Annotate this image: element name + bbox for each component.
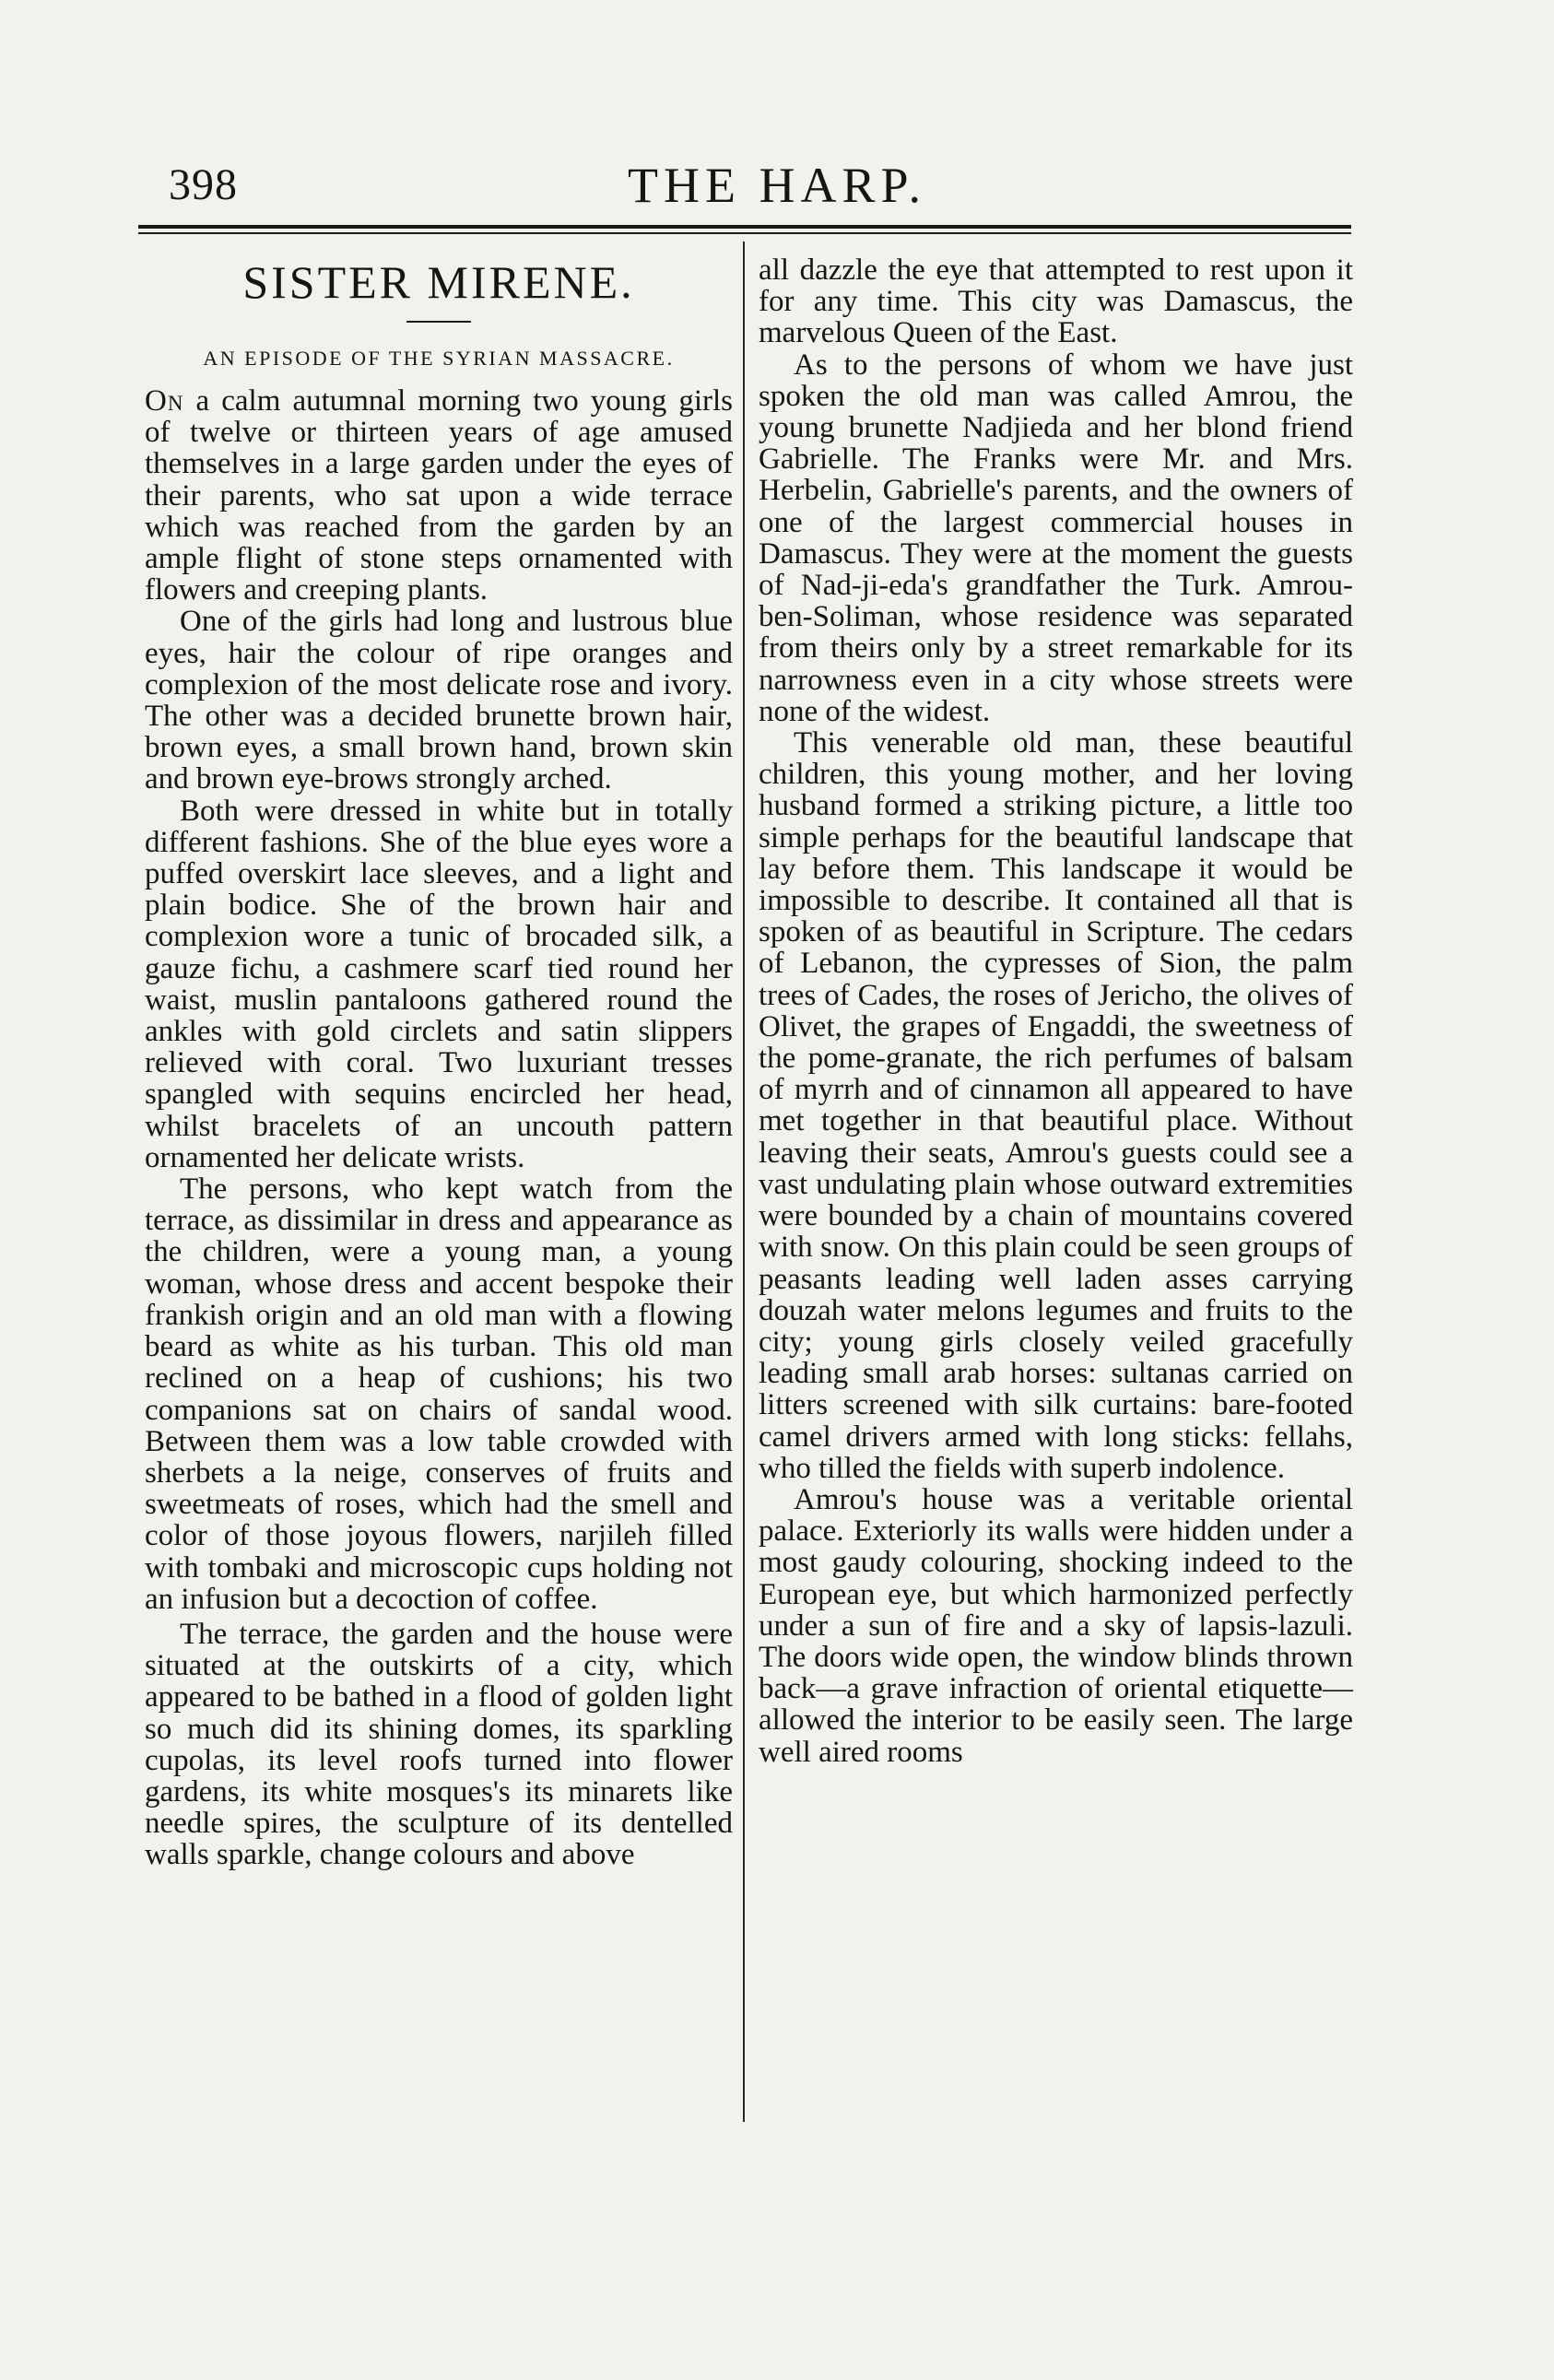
- page-number: 398: [169, 160, 238, 209]
- running-title: THE HARP.: [627, 158, 927, 213]
- paragraph-continuation: all dazzle the eye that attempted to rest upon it for any time. This city was Damascus, the marvelous Queen of the East.: [759, 253, 1353, 350]
- column-divider: [743, 242, 745, 2122]
- paragraph: [145, 385, 733, 606]
- header-rule-thick: [138, 225, 1351, 229]
- paragraph: Both were dressed in white but in totally different fashions. She of the blue eyes wore a puffed overskirt lace sleeves, and a light and plain bodice. She of the brown hair and complexion wore a tunic of brocaded silk, a gauze fichu, a cashmere scarf tied round her waist, muslin pantaloons gathered round the ankles with gold circlets and satin slippers relieved with coral. Two luxuriant tresses spangled with sequins encircled her head, whilst bracelets of an uncouth pattern ornamented her delicate wrists.: [145, 794, 733, 1174]
- paragraph: As to the persons of whom we have just spoken the old man was called Amrou, the young brunette Nadjieda and her blond friend Gabrielle. The Franks were Mr. and Mrs. Herbelin, Gabrielle's parents, and the owners of one of the largest commercial houses in Damascus. They were at the moment the guests of Nad-ji-eda's grandfather the Turk. Amrou-ben-Soliman, whose residence was separated from theirs only by a street remarkable for its narrowness even in a city whose streets were none of the widest.: [759, 348, 1353, 728]
- paragraph: One of the girls had long and lustrous blue eyes, hair the colour of ripe oranges and complexion of the most delicate rose and ivory. The other was a decided brunette brown hair, brown eyes, a small brown hand, brown skin and brown eye-brows strongly arched.: [145, 605, 733, 796]
- article-subtitle: AN EPISODE OF THE SYRIAN MASSACRE.: [203, 347, 675, 370]
- paragraph-text: a calm autumnal morning two young girls of twelve or thirteen years of age amused themselves in a large garden under the eyes of their parents, who sat upon a wide terrace which was reached from the garden by an ample flight of stone steps ornamented with flowers and creeping plants.: [145, 384, 734, 607]
- right-column: [759, 254, 1353, 1768]
- left-column: [145, 251, 733, 1871]
- paragraph: The terrace, the garden and the house were situated at the outskirts of a city, which appeared to be bathed in a flood of golden light so much did its shining domes, its sparkling cupolas, its level roofs turned into flower gardens, its white mosques's its minarets like needle spires, the sculpture of its dentelled walls sparkle, change colours and above: [145, 1617, 733, 1872]
- title-rule: [406, 321, 471, 323]
- paragraph: The persons, who kept watch from the terrace, as dissimilar in dress and appearance as the children, were a young man, a young woman, whose dress and accent bespoke their frankish origin and an old man with a flowing beard as white as his turban. This old man reclined on a heap of cushions; his two companions sat on chairs of sandal wood. Between them was a low table crowded with sherbets a la neige, conserves of fruits and sweetmeats of roses, which had the smell and color of those joyous flowers, narjileh filled with tombaki and microscopic cups holding not an infusion but a decoction of coffee.: [145, 1172, 733, 1616]
- article-title: SISTER MIRENE.: [242, 256, 635, 308]
- opening-word: On: [145, 384, 184, 418]
- paragraph: Amrou's house was a veritable oriental palace. Exteriorly its walls were hidden under a most gaudy colouring, shocking indeed to the European eye, but which harmonized perfectly under a sun of fire and a sky of lapsis-lazuli. The doors wide open, the window blinds thrown back—a grave infraction of oriental etiquette—allowed the interior to be easily seen. The large well aired rooms: [759, 1482, 1353, 1769]
- paragraph: This venerable old man, these beautiful children, this young mother, and her loving husband formed a striking picture, a little too simple perhaps for the beautiful landscape that lay before them. This landscape it would be impossible to describe. It contained all that is spoken of as beautiful in Scripture. The cedars of Lebanon, the cypresses of Sion, the palm trees of Cades, the roses of Jericho, the olives of Olivet, the grapes of Engaddi, the sweetness of the pome-granate, the rich perfumes of balsam of myrrh and of cinnamon all appeared to have met together in that beautiful place. Without leaving their seats, Amrou's guests could see a vast undulating plain whose outward extremities were bounded by a chain of mountains covered with snow. On this plain could be seen groups of peasants leading well laden asses carrying douzah water melons legumes and fruits to the city; young girls closely veiled gracefully leading small arab horses: sultanas carried on litters screened with silk curtains: bare-footed camel drivers armed with long sticks: fellahs, who tilled the fields with superb indolence.: [759, 726, 1353, 1485]
- header-rule-thin: [138, 232, 1351, 234]
